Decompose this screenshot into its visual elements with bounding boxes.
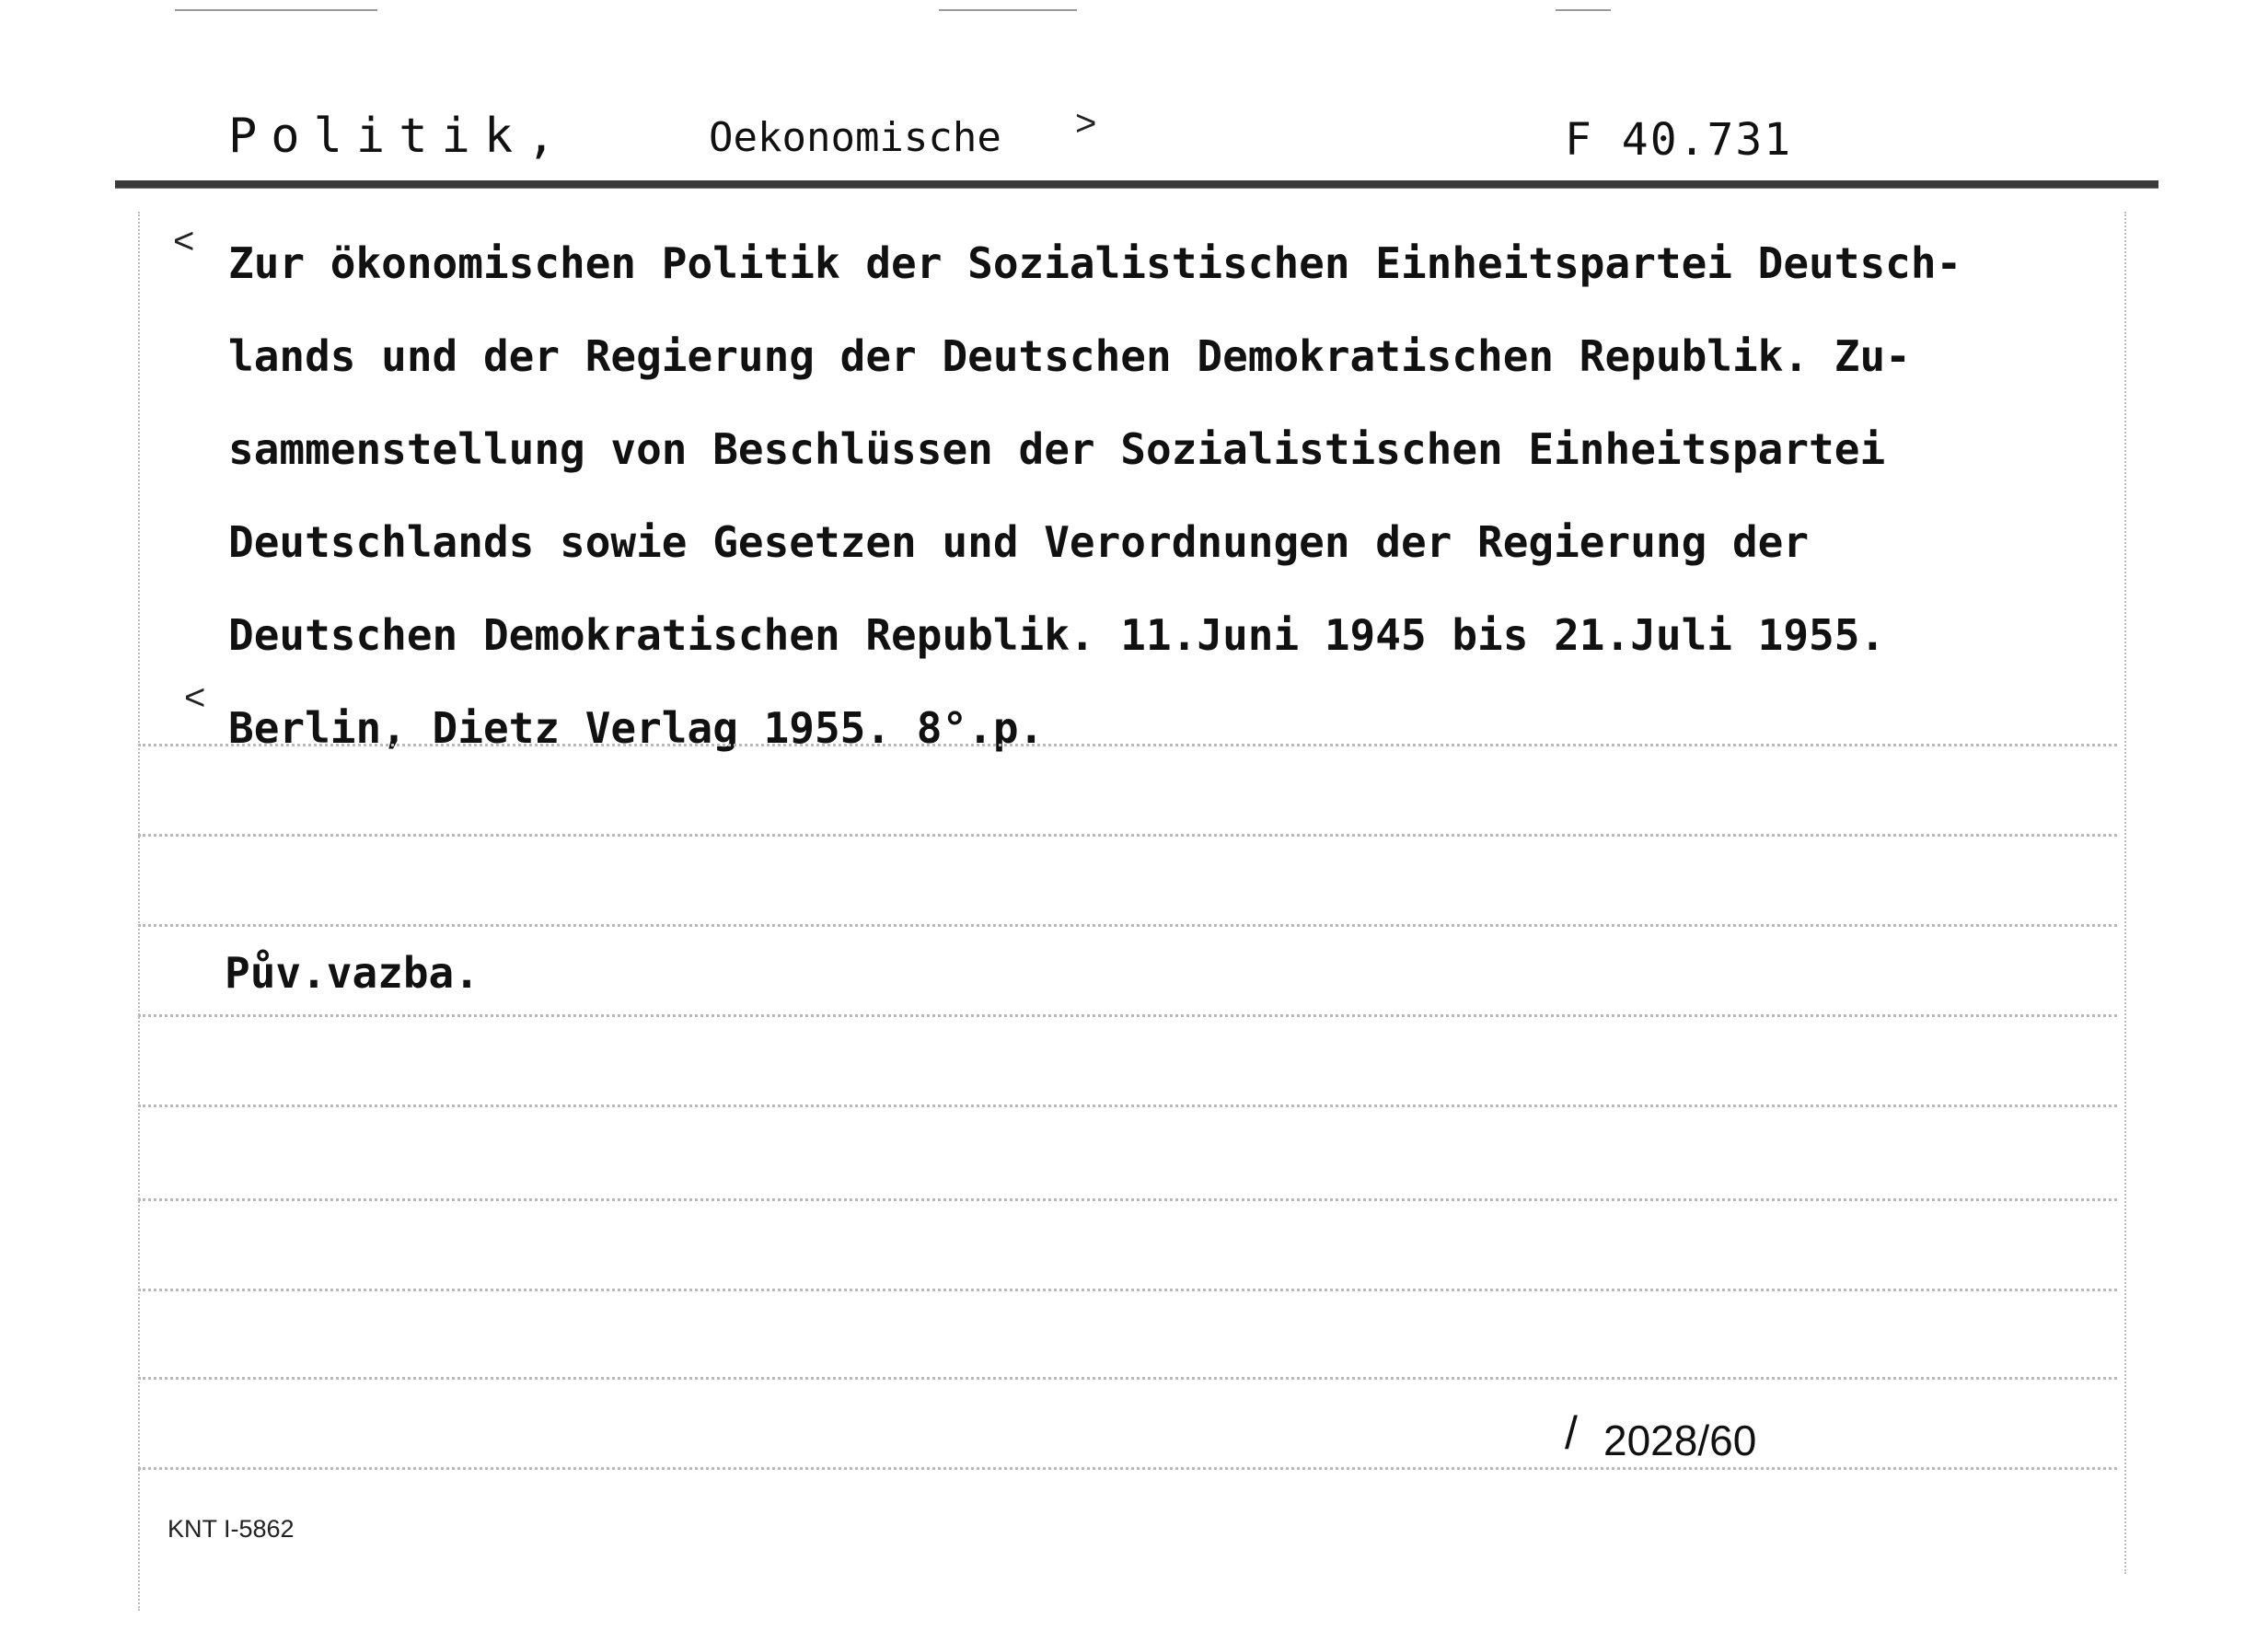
description-line: lands und der Regierung der Deutschen Demokratischen Republik. Zu-: [228, 331, 1911, 381]
shelf-mark: F 40.731: [1565, 114, 1793, 166]
top-edge-mark: [1556, 9, 1611, 11]
accession-number: 2028/60: [1603, 1417, 1757, 1464]
binding-note: Pův.vazba.: [225, 948, 480, 998]
heading-rule: [115, 180, 2158, 189]
description-line: Deutschen Demokratischen Republik. 11.Juni 1945 bis 21.Juli 1955.: [228, 610, 1886, 660]
bracket-mark: <: [173, 221, 195, 261]
subject-subheading: Oekonomische: [709, 114, 1001, 161]
description-line: Deutschlands sowie Gesetzen und Verordnungen der Regierung der: [228, 517, 1810, 567]
card-rule: [138, 1198, 2117, 1201]
description-line: Berlin, Dietz Verlag 1955. 8°.p.: [228, 703, 1045, 753]
card-rule: [138, 834, 2117, 837]
top-edge-mark: [175, 9, 377, 11]
description-line: Zur ökonomischen Politik der Sozialistischen Einheitspartei Deutsch-: [228, 238, 1962, 288]
card-rule: [138, 744, 2117, 746]
card-rule: [138, 924, 2117, 927]
left-margin-line: [138, 212, 140, 1611]
subject-heading: Politik,: [228, 109, 570, 164]
bibliographic-description: [228, 217, 2124, 775]
bracket-mark: <: [184, 677, 206, 718]
card-rule: [138, 1104, 2117, 1107]
bracket-mark: >: [1075, 103, 1097, 144]
card-rule: [138, 1377, 2117, 1380]
slash-mark: /: [1565, 1407, 1578, 1459]
card-rule: [138, 1467, 2117, 1470]
card-rule: [138, 1289, 2117, 1291]
top-edge-mark: [939, 9, 1077, 11]
right-margin-line: [2124, 212, 2126, 1574]
card-rule: [138, 1014, 2117, 1017]
form-code: KNT I-5862: [168, 1515, 295, 1543]
description-line: sammenstellung von Beschlüssen der Sozialistischen Einheitspartei: [228, 424, 1886, 474]
